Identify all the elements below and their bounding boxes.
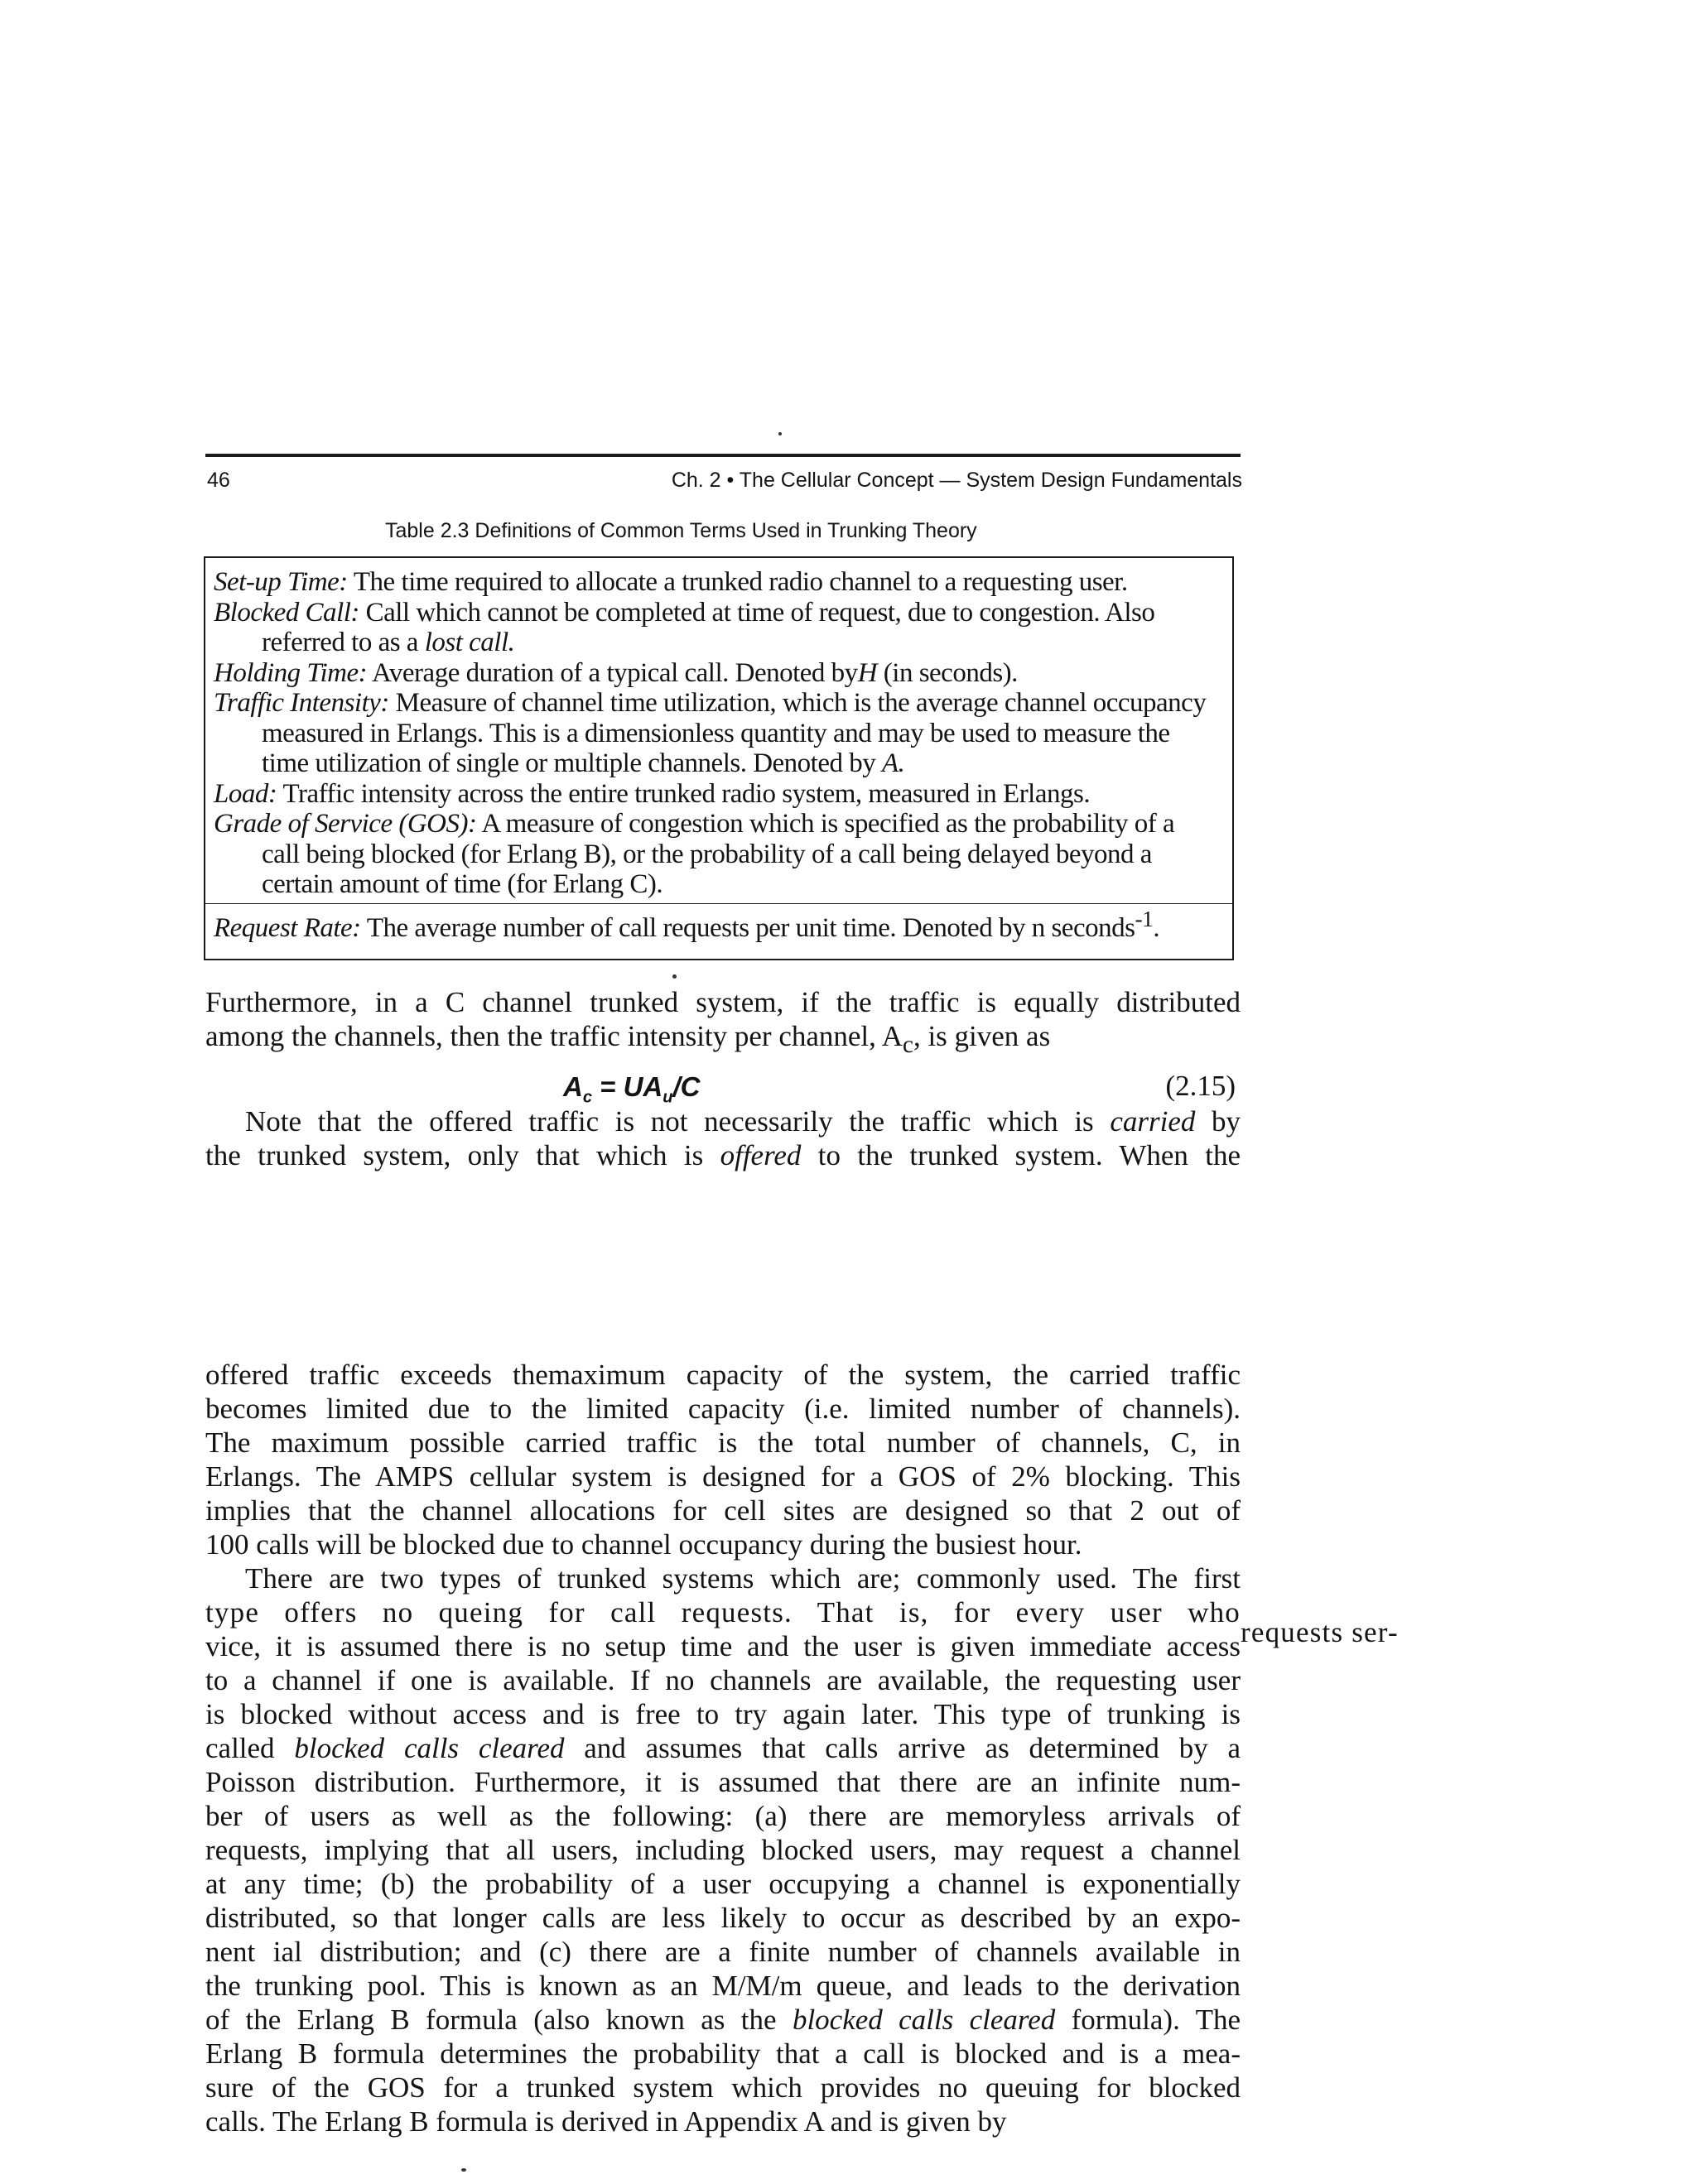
definition-traffic-intensity: Measure of channel time utilization, which is the average channel occupancy measured in Erlangs. This is a dimensionless quantity and may be used to measure the time utilization of single or multiple channels. Denoted by [262,688,1207,778]
para2-line2-b: to the trunked system. When the [817,1139,1241,1171]
para4-line5: is blocked without access and is free to try again later. This type of trunking is [205,1698,1241,1730]
definition-request-rate: The average number of call requests per unit time. Denoted by n seconds [366,912,1135,943]
emphasis-offered: offered [720,1139,802,1171]
para4-line14-a: of the Erlang B formula (also known as the [205,2004,777,2036]
table-entry-setup-time [214,567,1217,598]
header-rule [205,454,1241,457]
scan-speck [461,2168,466,2172]
para3-line3: The maximum possible carried traffic is the total number of channels, C, in [205,1426,1241,1459]
equation-rhs-end: /C [672,1071,701,1102]
para1-line2-text: among the channels, then the traffic intensity per channel, A [205,1020,903,1052]
para4-line6-a: called [205,1732,275,1764]
para4-line6-b: and assumes that calls arrive as determined by a [584,1732,1241,1764]
term-setup-time: Set-up Time: [214,567,348,597]
term-load: Load: [214,778,277,809]
para4-line2: type offers no queing for call requests. That is, for every user who [205,1596,1241,1628]
para1-line1: Furthermore, in a C channel trunked system, if the traffic is equally distributed [205,986,1241,1018]
definitions-table [204,556,1234,960]
term-lost-call: lost call. [424,628,515,657]
table-entry-request-rate [214,904,1217,944]
para3-line2: becomes limited due to the limited capacity (i.e. limited number of channels). [205,1393,1241,1425]
para1-line2-end: , is given as [913,1020,1051,1052]
table-entry-holding-time [214,658,1217,689]
para1-line2-subscript: c [903,1032,913,1058]
para4-line11: distributed, so that longer calls are less likely to occur as described by an expo- [205,1902,1241,1934]
table-entry-traffic-intensity [214,688,1217,779]
emphasis-carried: carried [1110,1105,1196,1138]
para4-line3: vice, it is assumed there is no setup time and the user is given immediate access [205,1630,1241,1662]
term-holding-time: Holding Time: [214,657,368,688]
para3-line6: 100 calls will be blocked due to channel occupancy during the busiest hour. [205,1528,1082,1561]
para4-line13: the trunking pool. This is known as an M/M/m queue, and leads to the derivation [205,1970,1241,2002]
para3-line5: implies that the channel allocations for cell sites are designed so that 2 out of [205,1494,1241,1527]
paragraph-traffic-per-channel [205,985,1241,1062]
definition-holding-time-end: (in seconds). [883,657,1018,688]
equation-number: (2.15) [1165,1070,1236,1102]
table-caption: Table 2.3 Definitions of Common Terms Used in Trunking Theory [385,519,977,542]
equation-lhs: A [563,1071,583,1102]
table-entry-grade-of-service [214,809,1217,900]
paragraph-offered-traffic [205,1104,1241,1172]
equation-rhs-subscript: u [662,1088,673,1107]
para1-line2 [205,1019,1241,1062]
definition-grade-of-service: A measure of congestion which is specified as the probability of a call being blocked (for Erlang B), or the probability of a call being delayed beyond a certain amount of time (for Erlang C). [262,809,1175,899]
para2-line2 [205,1138,1241,1172]
para4-line8: ber of users as well as the following: (a) there are memoryless arrivals of [205,1800,1241,1832]
table-entry-load [214,779,1217,810]
para3-line1: offered traffic exceeds themaximum capacity of the system, the carried traffic [205,1359,1241,1391]
scan-speck [672,974,677,979]
definition-blocked-call: Call which cannot be completed at time of request, due to congestion. Also referred to as a [262,597,1155,657]
para4-line15: Erlang B formula determines the probability that a call is blocked and is a mea- [205,2037,1241,2070]
para2-line1-b: by [1212,1105,1241,1138]
superscript-minus-one: -1 [1135,905,1154,931]
emphasis-blocked-calls-cleared-formula: blocked calls cleared [792,2004,1056,2036]
table-entry-blocked-call [214,598,1217,658]
emphasis-blocked-calls-cleared: blocked calls cleared [294,1732,565,1764]
page-number: 46 [207,469,230,492]
para4-line10: at any time; (b) the probability of a user occupying a channel is exponentially [205,1868,1241,1900]
para4-line6 [205,1731,1241,1765]
equation-lhs-subscript: c [582,1088,592,1107]
definition-request-rate-end: . [1153,912,1160,943]
para4-line1: There are two types of trunked systems which are; commonly used. The first [245,1562,1241,1595]
term-traffic-intensity: Traffic Intensity: [214,688,389,718]
para4-line16: sure of the GOS for a trunked system which provides no queuing for blocked [205,2071,1241,2104]
definition-setup-time: The time required to allocate a trunked radio channel to a requesting user. [353,567,1128,597]
para4-line7: Poisson distribution. Furthermore, it is assumed that there are an infinite num- [205,1766,1241,1798]
para2-line1 [205,1104,1241,1138]
paragraph-trunked-systems [205,1561,1241,2138]
equation-2-15 [563,1071,700,1108]
term-grade-of-service: Grade of Service (GOS): [214,809,477,839]
para4-line14-b: formula). The [1071,2004,1241,2036]
para4-line14 [205,2003,1241,2037]
paragraph-carried-traffic [205,1358,1241,1561]
overflow-requests-service: requests ser- [1241,1616,1399,1648]
running-head: Ch. 2 • The Cellular Concept — System Design Fundamentals [671,469,1242,492]
para4-line17: calls. The Erlang B formula is derived in Appendix A and is given by [205,2105,1007,2138]
definition-holding-time: Average duration of a typical call. Denoted by [372,657,858,688]
para2-line2-a: the trunked system, only that which is [205,1139,704,1171]
para3-line4: Erlangs. The AMPS cellular system is designed for a GOS of 2% blocking. This [205,1460,1241,1493]
para4-line4: to a channel if one is available. If no channels are available, the requesting user [205,1664,1241,1696]
equation-rhs: = UA [600,1071,663,1102]
symbol-a: A. [882,748,905,778]
scan-speck [778,432,782,435]
para4-line12: nent ial distribution; and (c) there are a finite number of channels available in [205,1936,1241,1968]
para2-line1-a: Note that the offered traffic is not necessarily the traffic which is [245,1105,1094,1138]
definition-load: Traffic intensity across the entire trunked radio system, measured in Erlangs. [282,778,1091,809]
para4-line9: requests, implying that all users, including blocked users, may request a channel [205,1834,1241,1866]
term-request-rate: Request Rate: [214,912,361,943]
symbol-h: H [857,657,878,688]
term-blocked-call: Blocked Call: [214,597,359,628]
